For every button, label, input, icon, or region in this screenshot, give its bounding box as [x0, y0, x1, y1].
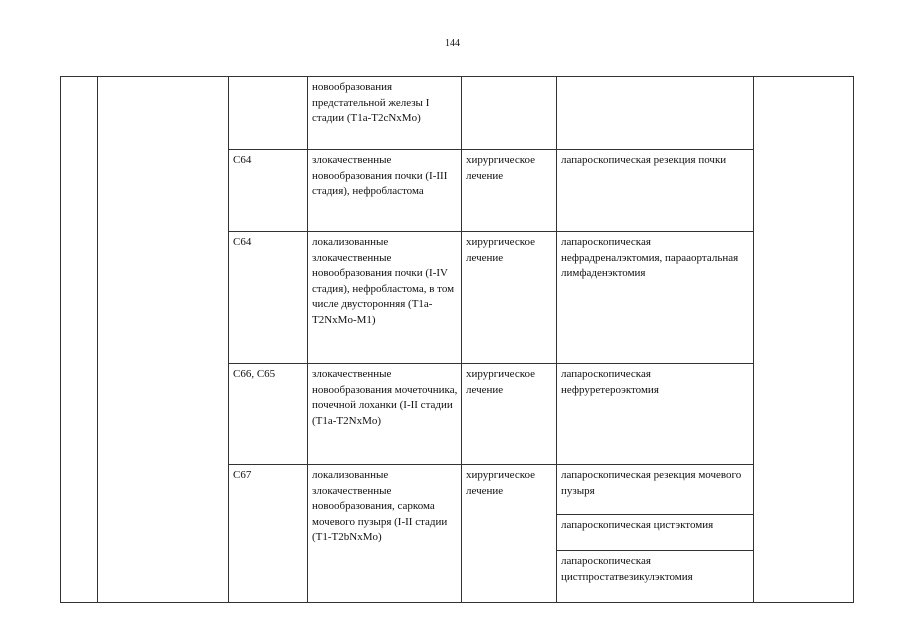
table-cell-code — [229, 232, 308, 364]
page-number: 144 — [445, 38, 460, 49]
code-text: C64 — [233, 236, 252, 248]
table-cell-diagnosis — [308, 465, 462, 603]
table-cell-empty — [754, 77, 854, 603]
method-text: лапароскопическая нефрадреналэктомия, парааортальная лимфаденэктомия — [561, 236, 739, 279]
table-cell-method — [557, 232, 754, 364]
table-cell-code — [229, 150, 308, 232]
table-cell-treatment — [462, 232, 557, 364]
table-cell-code — [229, 77, 308, 150]
document-table — [60, 76, 854, 603]
table-cell-method — [557, 465, 754, 515]
table-cell-diagnosis — [308, 150, 462, 232]
method-text: лапароскопическая резекция почки — [561, 154, 727, 166]
table-cell-method — [557, 515, 754, 551]
diagnosis-text: новообразования предстательной железы I стадии (T1a-T2cNxMo) — [312, 81, 430, 124]
table-cell-treatment — [462, 364, 557, 465]
table-cell-method — [557, 364, 754, 465]
diagnosis-text: локализованные злокачественные новообразования почки (I-IV стадия), нефробластома, в том числе двусторонняя (T1a-T2NxMo-M1) — [312, 236, 455, 326]
method-text: лапароскопическая нефруретероэктомия — [561, 368, 659, 396]
diagnosis-text: локализованные злокачественные новообразования, саркома мочевого пузыря (I-II стадии (T1-T2bNxMo) — [312, 469, 448, 543]
table-cell-method — [557, 551, 754, 603]
table-cell-diagnosis — [308, 77, 462, 150]
code-text: C66, C65 — [233, 368, 276, 380]
treatment-text: хирургическое лечение — [466, 154, 536, 182]
treatment-text: хирургическое лечение — [466, 469, 536, 497]
method-text: лапароскопическая цистпростатвезикулэктомия — [561, 555, 693, 583]
table-row — [61, 77, 854, 150]
table-cell-treatment — [462, 150, 557, 232]
table-cell-treatment — [462, 465, 557, 603]
code-text: C64 — [233, 154, 252, 166]
method-text: лапароскопическая резекция мочевого пузыря — [561, 469, 742, 497]
table-cell-code — [229, 465, 308, 603]
method-text: лапароскопическая цистэктомия — [561, 519, 714, 531]
treatment-text: хирургическое лечение — [466, 368, 536, 396]
diagnosis-text: злокачественные новообразования почки (I-III стадия), нефробластома — [312, 154, 448, 197]
code-text: C67 — [233, 469, 252, 481]
table-cell-code — [229, 364, 308, 465]
table-cell-treatment — [462, 77, 557, 150]
table-cell-method — [557, 77, 754, 150]
table-cell-empty — [61, 77, 98, 603]
treatment-text: хирургическое лечение — [466, 236, 536, 264]
table-cell-diagnosis — [308, 232, 462, 364]
diagnosis-text: злокачественные новообразования мочеточника, почечной лоханки (I-II стадии (T1a-T2NxMo) — [312, 368, 458, 427]
table-cell-method — [557, 150, 754, 232]
table-cell-diagnosis — [308, 364, 462, 465]
table-cell-empty — [98, 77, 229, 603]
